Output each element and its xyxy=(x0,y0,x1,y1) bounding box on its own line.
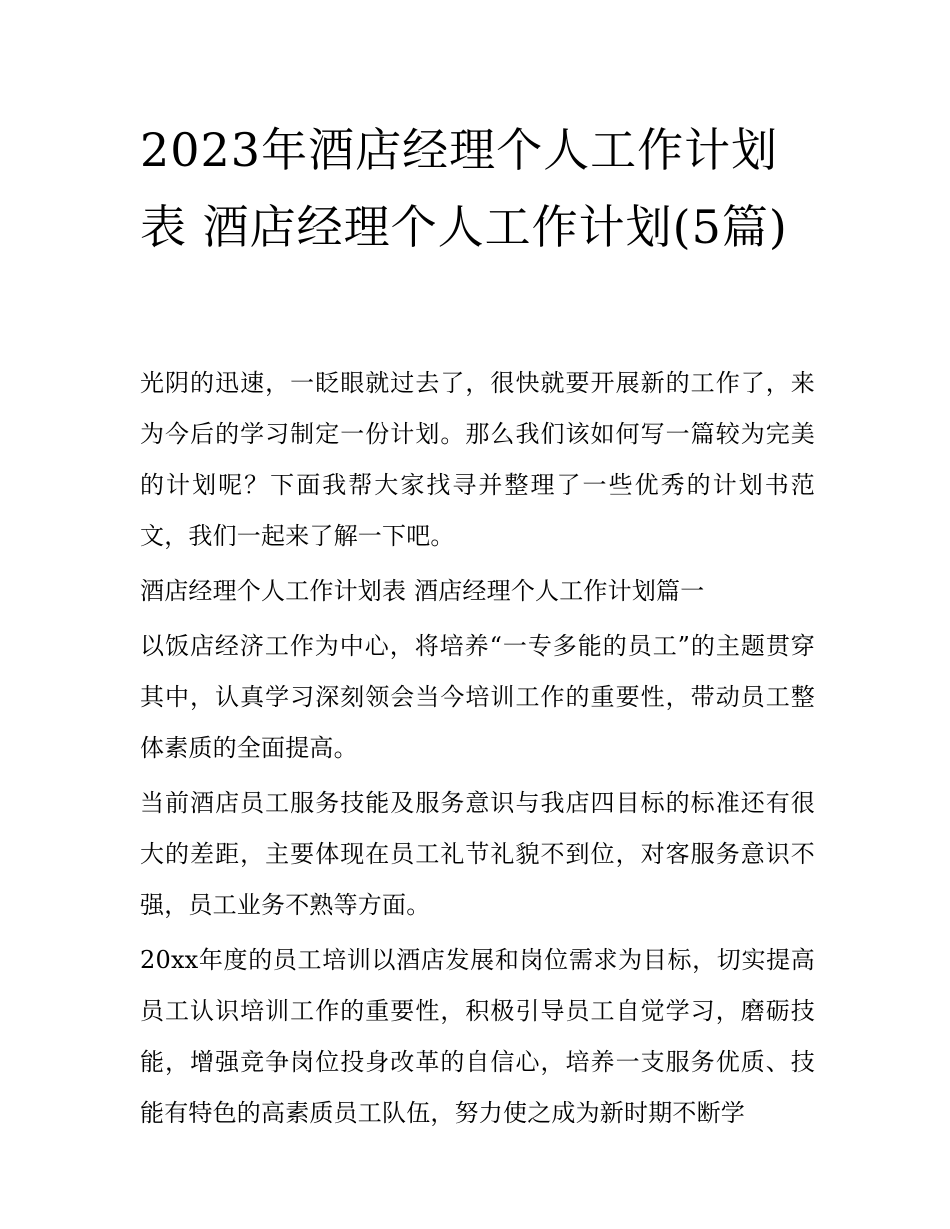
body-paragraph: 20xx年度的员工培训以酒店发展和岗位需求为目标，切实提高员工认识培训工作的重要性，积极引导员工自觉学习，磨砺技能，增强竞争岗位投身改革的自信心，培养一支服务优质、技能有特色的高素质员工队伍，努力使之成为新时期不断学 xyxy=(140,946,815,1127)
intro-paragraph: 光阴的迅速，一眨眼就过去了，很快就要开展新的工作了，来为今后的学习制定一份计划。那么我们该如何写一篇较为完美的计划呢？下面我帮大家找寻并整理了一些优秀的计划书范文，我们一起来了解一下吧。 xyxy=(140,369,815,550)
body-paragraph: 当前酒店员工服务技能及服务意识与我店四目标的标准还有很大的差距，主要体现在员工礼节礼貌不到位，对客服务意识不强，员工业务不熟等方面。 xyxy=(140,789,815,919)
document-title: 2023年酒店经理个人工作计划表 酒店经理个人工作计划(5篇) xyxy=(140,123,788,254)
section-heading: 酒店经理个人工作计划表 酒店经理个人工作计划篇一 xyxy=(140,577,705,605)
document-body xyxy=(140,358,815,1143)
body-paragraph: 以饭店经济工作为中心，将培养“一专多能的员工”的主题贯穿其中，认真学习深刻领会当今培训工作的重要性，带动员工整体素质的全面提高。 xyxy=(140,632,815,762)
